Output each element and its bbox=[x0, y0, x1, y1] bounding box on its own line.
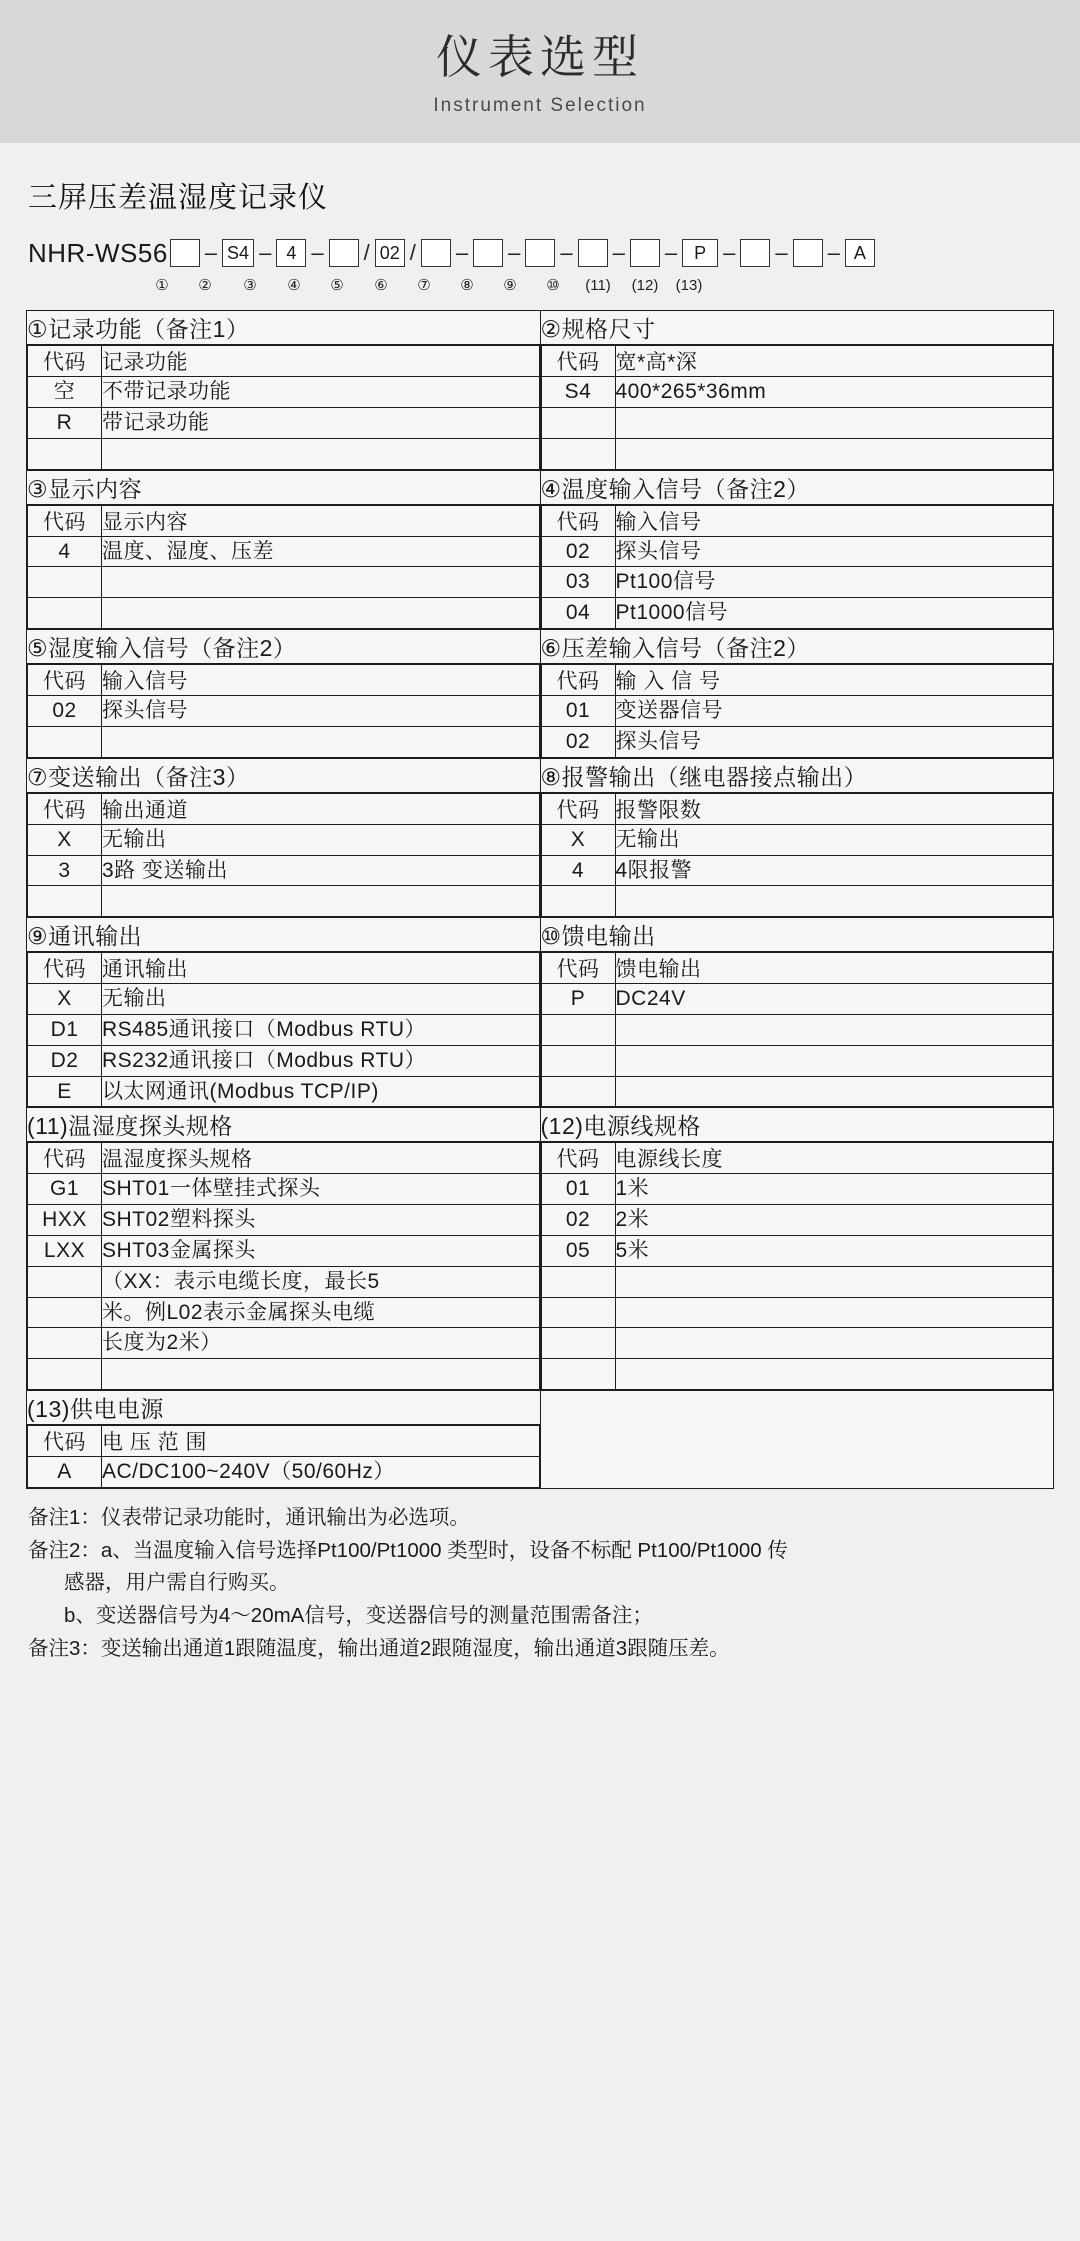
table-row bbox=[27, 345, 1054, 470]
model-code-row bbox=[28, 236, 1080, 270]
table-row bbox=[27, 792, 1054, 917]
cell-code: 4 bbox=[28, 536, 102, 567]
cell-desc: 400*265*36mm bbox=[615, 377, 1053, 408]
col-header-code: 代码 bbox=[28, 505, 102, 536]
cell-code: A bbox=[28, 1457, 102, 1488]
separator-dash: – bbox=[311, 240, 324, 266]
note-line: 备注1：仪表带记录功能时，通讯输出为必选项。 bbox=[28, 1505, 470, 1529]
separator-dash: – bbox=[775, 240, 788, 266]
section-body-2 bbox=[540, 345, 1054, 470]
cell-code: 01 bbox=[541, 1174, 615, 1205]
product-title: 三屏压差温湿度记录仪 bbox=[28, 182, 329, 215]
table-row bbox=[27, 504, 1054, 629]
cell-desc: 以太网通讯(Modbus TCP/IP) bbox=[102, 1076, 540, 1107]
col-header-desc: 电 压 范 围 bbox=[102, 1426, 540, 1457]
col-header-code: 代码 bbox=[541, 665, 615, 696]
model-index-12: (12) bbox=[631, 276, 659, 294]
cell-code: E bbox=[28, 1076, 102, 1107]
cell-code: D1 bbox=[28, 1014, 102, 1045]
cell-code: LXX bbox=[28, 1236, 102, 1267]
cell-code: 4 bbox=[541, 855, 615, 886]
section-body-12 bbox=[540, 1142, 1054, 1391]
cell-code: HXX bbox=[28, 1205, 102, 1236]
model-slot-4[interactable] bbox=[329, 239, 359, 267]
model-index-7: ⑦ bbox=[417, 277, 431, 295]
model-slot-12[interactable] bbox=[740, 239, 770, 267]
model-slot-7[interactable] bbox=[473, 239, 503, 267]
cell-desc: 温度、湿度、压差 bbox=[102, 536, 540, 567]
cell-code: 02 bbox=[541, 726, 615, 757]
section-header-6: ⑥压差输入信号（备注2） bbox=[540, 630, 1054, 664]
table-row bbox=[27, 311, 1054, 345]
section-body-7 bbox=[27, 792, 541, 917]
cell-desc: 探头信号 bbox=[102, 696, 540, 727]
separator-dash: – bbox=[259, 240, 272, 266]
cell-code: X bbox=[541, 824, 615, 855]
cell-desc: 不带记录功能 bbox=[102, 377, 540, 408]
table-row bbox=[27, 630, 1054, 664]
separator-slash: / bbox=[409, 240, 416, 266]
cell-code: 02 bbox=[541, 1205, 615, 1236]
table-row bbox=[27, 952, 1054, 1108]
cell-desc: SHT02塑料探头 bbox=[102, 1205, 540, 1236]
col-header-code: 代码 bbox=[541, 793, 615, 824]
model-slot-10[interactable] bbox=[630, 239, 660, 267]
model-code-builder bbox=[28, 236, 1080, 296]
cell-desc: 探头信号 bbox=[615, 726, 1053, 757]
cell-code: 01 bbox=[541, 696, 615, 727]
empty-cell bbox=[540, 1391, 1054, 1489]
col-header-code: 代码 bbox=[28, 1426, 102, 1457]
cell-desc: 探头信号 bbox=[615, 536, 1053, 567]
section-header-4: ④温度输入信号（备注2） bbox=[540, 470, 1054, 504]
section-body-13 bbox=[27, 1425, 541, 1489]
cell-desc: RS232通讯接口（Modbus RTU） bbox=[102, 1045, 540, 1076]
model-slot-2[interactable]: S4 bbox=[222, 239, 254, 267]
cell-code: 04 bbox=[541, 598, 615, 629]
col-header-desc: 显示内容 bbox=[102, 505, 540, 536]
cell-desc: 米。例L02表示金属探头电缆 bbox=[102, 1297, 540, 1328]
cell-desc: 无输出 bbox=[102, 984, 540, 1015]
section-body-3 bbox=[27, 504, 541, 629]
cell-desc: 5米 bbox=[615, 1236, 1053, 1267]
cell-code bbox=[28, 1328, 102, 1359]
section-header-10: ⑩馈电输出 bbox=[540, 918, 1054, 952]
section-header-12: (12)电源线规格 bbox=[540, 1108, 1054, 1142]
model-index-4: ④ bbox=[287, 277, 301, 295]
section-header-13: (13)供电电源 bbox=[27, 1391, 541, 1425]
model-slot-11[interactable]: P bbox=[682, 239, 718, 267]
cell-code: 空 bbox=[28, 377, 102, 408]
model-index-5: ⑤ bbox=[330, 277, 344, 295]
cell-code: X bbox=[28, 984, 102, 1015]
table-row bbox=[27, 664, 1054, 759]
col-header-code: 代码 bbox=[28, 953, 102, 984]
model-slot-3[interactable]: 4 bbox=[276, 239, 306, 267]
table-row bbox=[27, 758, 1054, 792]
col-header-desc: 输入信号 bbox=[615, 505, 1053, 536]
page-banner bbox=[0, 0, 1080, 143]
model-index-row bbox=[28, 274, 1080, 296]
cell-code bbox=[28, 1297, 102, 1328]
notes-block bbox=[28, 1503, 1052, 1693]
section-body-6 bbox=[540, 664, 1054, 759]
cell-code: P bbox=[541, 984, 615, 1015]
cell-code bbox=[28, 1266, 102, 1297]
specification-table bbox=[26, 310, 1054, 1489]
cell-desc: RS485通讯接口（Modbus RTU） bbox=[102, 1014, 540, 1045]
separator-dash: – bbox=[664, 240, 678, 266]
col-header-desc: 输入信号 bbox=[102, 665, 540, 696]
section-header-9: ⑨通讯输出 bbox=[27, 918, 541, 952]
table-row bbox=[27, 1391, 1054, 1425]
separator-dash: – bbox=[723, 240, 736, 266]
section-header-8: ⑧报警输出（继电器接点输出） bbox=[540, 758, 1054, 792]
section-header-3: ③显示内容 bbox=[27, 470, 541, 504]
model-index-9: ⑨ bbox=[503, 277, 517, 295]
col-header-code: 代码 bbox=[541, 505, 615, 536]
section-body-1 bbox=[27, 345, 541, 470]
table-row bbox=[27, 1142, 1054, 1391]
col-header-desc: 报警限数 bbox=[615, 793, 1053, 824]
separator-dash: – bbox=[560, 240, 573, 266]
section-header-2: ②规格尺寸 bbox=[540, 311, 1054, 345]
cell-desc: Pt100信号 bbox=[615, 567, 1053, 598]
cell-desc: SHT01一体壁挂式探头 bbox=[102, 1174, 540, 1205]
cell-code: D2 bbox=[28, 1045, 102, 1076]
model-index-3: ③ bbox=[243, 277, 257, 295]
section-body-10 bbox=[540, 952, 1054, 1108]
section-body-11 bbox=[27, 1142, 541, 1391]
section-body-4 bbox=[540, 504, 1054, 629]
cell-desc: 变送器信号 bbox=[615, 696, 1053, 727]
cell-code: X bbox=[28, 824, 102, 855]
cell-desc: 1米 bbox=[615, 1174, 1053, 1205]
col-header-desc: 输出通道 bbox=[102, 793, 540, 824]
cell-desc: 无输出 bbox=[615, 824, 1053, 855]
table-row bbox=[27, 470, 1054, 504]
cell-code: G1 bbox=[28, 1174, 102, 1205]
model-index-6: ⑥ bbox=[374, 277, 388, 295]
col-header-code: 代码 bbox=[541, 1143, 615, 1174]
model-index-10: ⑩ bbox=[546, 277, 560, 295]
table-row bbox=[27, 918, 1054, 952]
col-header-desc: 馈电输出 bbox=[615, 953, 1053, 984]
cell-code: 3 bbox=[28, 855, 102, 886]
cell-code: 03 bbox=[541, 567, 615, 598]
col-header-code: 代码 bbox=[28, 346, 102, 377]
col-header-desc: 温湿度探头规格 bbox=[102, 1143, 540, 1174]
section-body-9 bbox=[27, 952, 541, 1108]
cell-desc: DC24V bbox=[615, 984, 1053, 1015]
banner-title: 仪表选型 bbox=[436, 31, 644, 83]
model-slot-13[interactable] bbox=[793, 239, 823, 267]
cell-desc: 带记录功能 bbox=[102, 408, 540, 439]
col-header-code: 代码 bbox=[541, 346, 615, 377]
section-header-11: (11)温湿度探头规格 bbox=[27, 1108, 541, 1142]
col-header-code: 代码 bbox=[28, 1143, 102, 1174]
cell-desc: 3路 变送输出 bbox=[102, 855, 540, 886]
model-prefix: NHR-WS56 bbox=[28, 237, 168, 268]
cell-desc: AC/DC100~240V（50/60Hz） bbox=[102, 1457, 540, 1488]
cell-desc: SHT03金属探头 bbox=[102, 1236, 540, 1267]
cell-desc: 长度为2米） bbox=[102, 1328, 540, 1359]
note-line: 备注2：a、当温度输入信号选择Pt100/Pt1000 类型时，设备不标配 Pt100/Pt1000 传 bbox=[28, 1538, 788, 1562]
col-header-code: 代码 bbox=[28, 665, 102, 696]
model-slot-9[interactable] bbox=[578, 239, 608, 267]
cell-desc: 无输出 bbox=[102, 824, 540, 855]
col-header-code: 代码 bbox=[541, 953, 615, 984]
banner-subtitle: Instrument Selection bbox=[433, 95, 647, 117]
separator-dash: – bbox=[612, 240, 625, 266]
col-header-desc: 宽*高*深 bbox=[615, 346, 1053, 377]
cell-code: 02 bbox=[28, 696, 102, 727]
cell-desc: Pt1000信号 bbox=[615, 598, 1053, 629]
section-header-1: ①记录功能（备注1） bbox=[27, 311, 541, 345]
model-index-2: ② bbox=[198, 277, 212, 295]
separator-slash: / bbox=[363, 240, 370, 266]
model-slot-8[interactable] bbox=[525, 239, 555, 267]
separator-dash: – bbox=[827, 240, 840, 266]
model-index-1: ① bbox=[155, 277, 169, 295]
cell-code: 02 bbox=[541, 536, 615, 567]
col-header-desc: 记录功能 bbox=[102, 346, 540, 377]
cell-code: S4 bbox=[541, 377, 615, 408]
separator-dash: – bbox=[508, 240, 521, 266]
col-header-desc: 输 入 信 号 bbox=[615, 665, 1053, 696]
col-header-code: 代码 bbox=[28, 793, 102, 824]
cell-code: R bbox=[28, 408, 102, 439]
section-header-5: ⑤湿度输入信号（备注2） bbox=[27, 630, 541, 664]
section-header-7: ⑦变送输出（备注3） bbox=[27, 758, 541, 792]
section-body-5 bbox=[27, 664, 541, 759]
model-index-8: ⑧ bbox=[460, 277, 474, 295]
cell-desc: （XX：表示电缆长度，最长5 bbox=[102, 1266, 540, 1297]
note-line: b、变送器信号为4～20mA信号，变送器信号的测量范围需备注； bbox=[64, 1604, 653, 1628]
model-slot-5[interactable]: 02 bbox=[375, 239, 405, 267]
note-line: 备注3：变送输出通道1跟随温度，输出通道2跟随湿度，输出通道3跟随压差。 bbox=[28, 1636, 730, 1660]
note-line: 感器，用户需自行购买。 bbox=[64, 1571, 290, 1595]
section-body-8 bbox=[540, 792, 1054, 917]
separator-dash: – bbox=[204, 240, 218, 266]
model-index-11: (11) bbox=[585, 276, 611, 294]
model-slot-14[interactable]: A bbox=[845, 239, 875, 267]
model-index-13: (13) bbox=[675, 276, 703, 294]
model-slot-6[interactable] bbox=[421, 239, 451, 267]
col-header-desc: 电源线长度 bbox=[615, 1143, 1053, 1174]
model-slot-1[interactable] bbox=[170, 239, 200, 267]
col-header-desc: 通讯输出 bbox=[102, 953, 540, 984]
cell-desc: 2米 bbox=[615, 1205, 1053, 1236]
cell-desc: 4限报警 bbox=[615, 855, 1053, 886]
table-row bbox=[27, 1108, 1054, 1142]
cell-code: 05 bbox=[541, 1236, 615, 1267]
separator-dash: – bbox=[455, 240, 469, 266]
